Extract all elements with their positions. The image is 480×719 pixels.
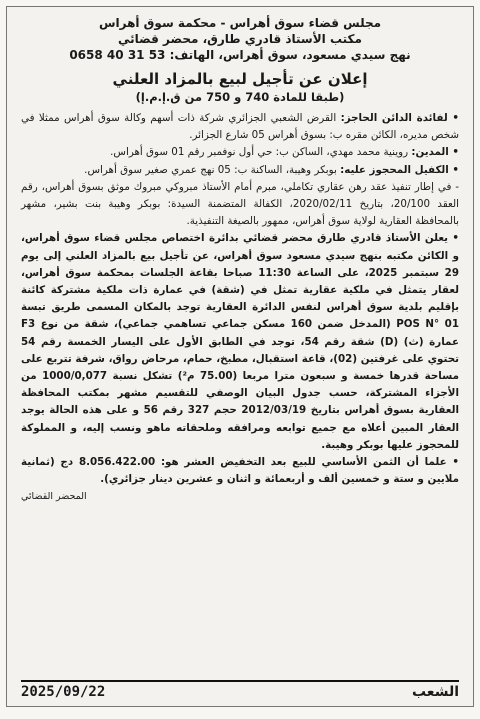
address-line: نهج سيدي مسعود، سوق أهراس، الهاتف: 53 31 40 0658 xyxy=(69,48,411,62)
court-line: مجلس قضاء سوق أهراس - محكمة سوق أهراس xyxy=(98,16,382,30)
context-paragraph: - في إطار تنفيذ عقد رهن عقاري تكاملي، مبرم أمام الأستاذ مبروكي مبروك موثق بسوق أهراس، رقم العقد 20/100، بتاريخ 2020/02/11، الكفالة المتضمنة السيدة: بوبكر وهيبة بنت بشير، مشهر بالمحافظة العقارية لولاية سوق أهراس، ممهور بالصيغة التنفيذية. xyxy=(21,180,460,228)
publication-footer xyxy=(21,680,459,700)
debtor-text: روينية محمد مهدي، الساكن ب: حي أول نوفمبر رقم 01 سوق أهراس. xyxy=(110,146,409,159)
notice-subtitle: (طبقا للمادة 740 و 750 من ق.إ.م.إ) xyxy=(135,90,345,104)
creditor-text: القرض الشعبي الجزائري شركة ذات أسهم وكالة سوق أهراس ممثلا في شخص مديره، الكائن مقره ب: بسوق أهراس 05 شارع الجزائر. xyxy=(21,112,459,142)
bailiff-signature: المحضر القضائي xyxy=(21,491,87,503)
debtor-label: • المدين: xyxy=(411,146,459,159)
publication-date: 2025/09/22 xyxy=(21,684,106,700)
creditor-label: • لفائدة الدائن الحاجز: xyxy=(340,112,459,124)
guarantor-text: بوبكر وهيبة، الساكنة ب: 05 نهج عمري صغير سوق أهراس. xyxy=(84,163,337,176)
debtor-paragraph xyxy=(21,144,459,161)
guarantor-paragraph xyxy=(21,162,459,179)
creditor-paragraph xyxy=(21,110,459,144)
price-paragraph: • علما أن الثمن الأساسي للبيع بعد التخفيض العشر هو: 8.056.422.00 دج (ثمانية ملايين و ستة و خمسين ألف و أربعمائة و اثنان و عشرين دينار جزائري). xyxy=(21,456,459,486)
notice-header xyxy=(21,15,459,63)
legal-notice xyxy=(6,6,474,707)
notice-title: إعلان عن تأجيل لبيع بالمزاد العلني xyxy=(112,70,368,88)
guarantor-label: • الكفيل المحجوز عليه: xyxy=(340,163,459,176)
office-line: مكتب الأستاذ قادري طارق، محضر قضائي xyxy=(118,32,362,46)
announcement-paragraph: • يعلن الأستاذ قادري طارق محضر قضائي بدائرة اختصاص مجلس قضاء سوق أهراس، و الكائن مكتبه بنهج سيدي مسعود سوق أهراس، عن تأجيل بيع بالمزاد العلني إلى يوم 29 سبتمبر 2025، على الساعة 11:30 صباحا بقاعة الجلسات بمحكمة سوق أهراس، لعقار يتمثل في ملكية عقارية تمثل في (شقة) في عمارة ذات ملكية مشتركة كائنة بإقليم بلدية سوق أهراس لنفس الدائرة العقارية توجد بالمكان المسمى طريق تبسة POS N° 01 (المدخل ضمن 160 مسكن جماعي تساهمي جماعي)، شقة من نوع F3 عمارة (ث) (D) شقة رقم 54، توجد في الطابق الأول على اليسار الخمسة رقم 54 تحتوي على غرفتين (02)، قاعة استقبال، مطبخ، حمام، مرحاض رواق، شرفة تتربع على مساحة قدرها خمسة و سبعون مترا مربعا (75.00 م²) تشكل نسبة 1000/0,077 من الأجزاء المشتركة، حسب جدول البيان الوصفي للتقسيم مشهر بمكتب المحافظة العقارية بسوق أهراس بتاريخ 2012/03/19 حجم 327 رقم 56 و على هذه الحالة يوجد العقار المبين أعلاه مع جميع توابعه ومرافقه وملحقاته ماهو ونسب إليه، و المملوكة للمحجوز عليها بوبكر وهيبة. xyxy=(21,232,460,451)
newspaper-name: الشعب xyxy=(411,684,459,700)
